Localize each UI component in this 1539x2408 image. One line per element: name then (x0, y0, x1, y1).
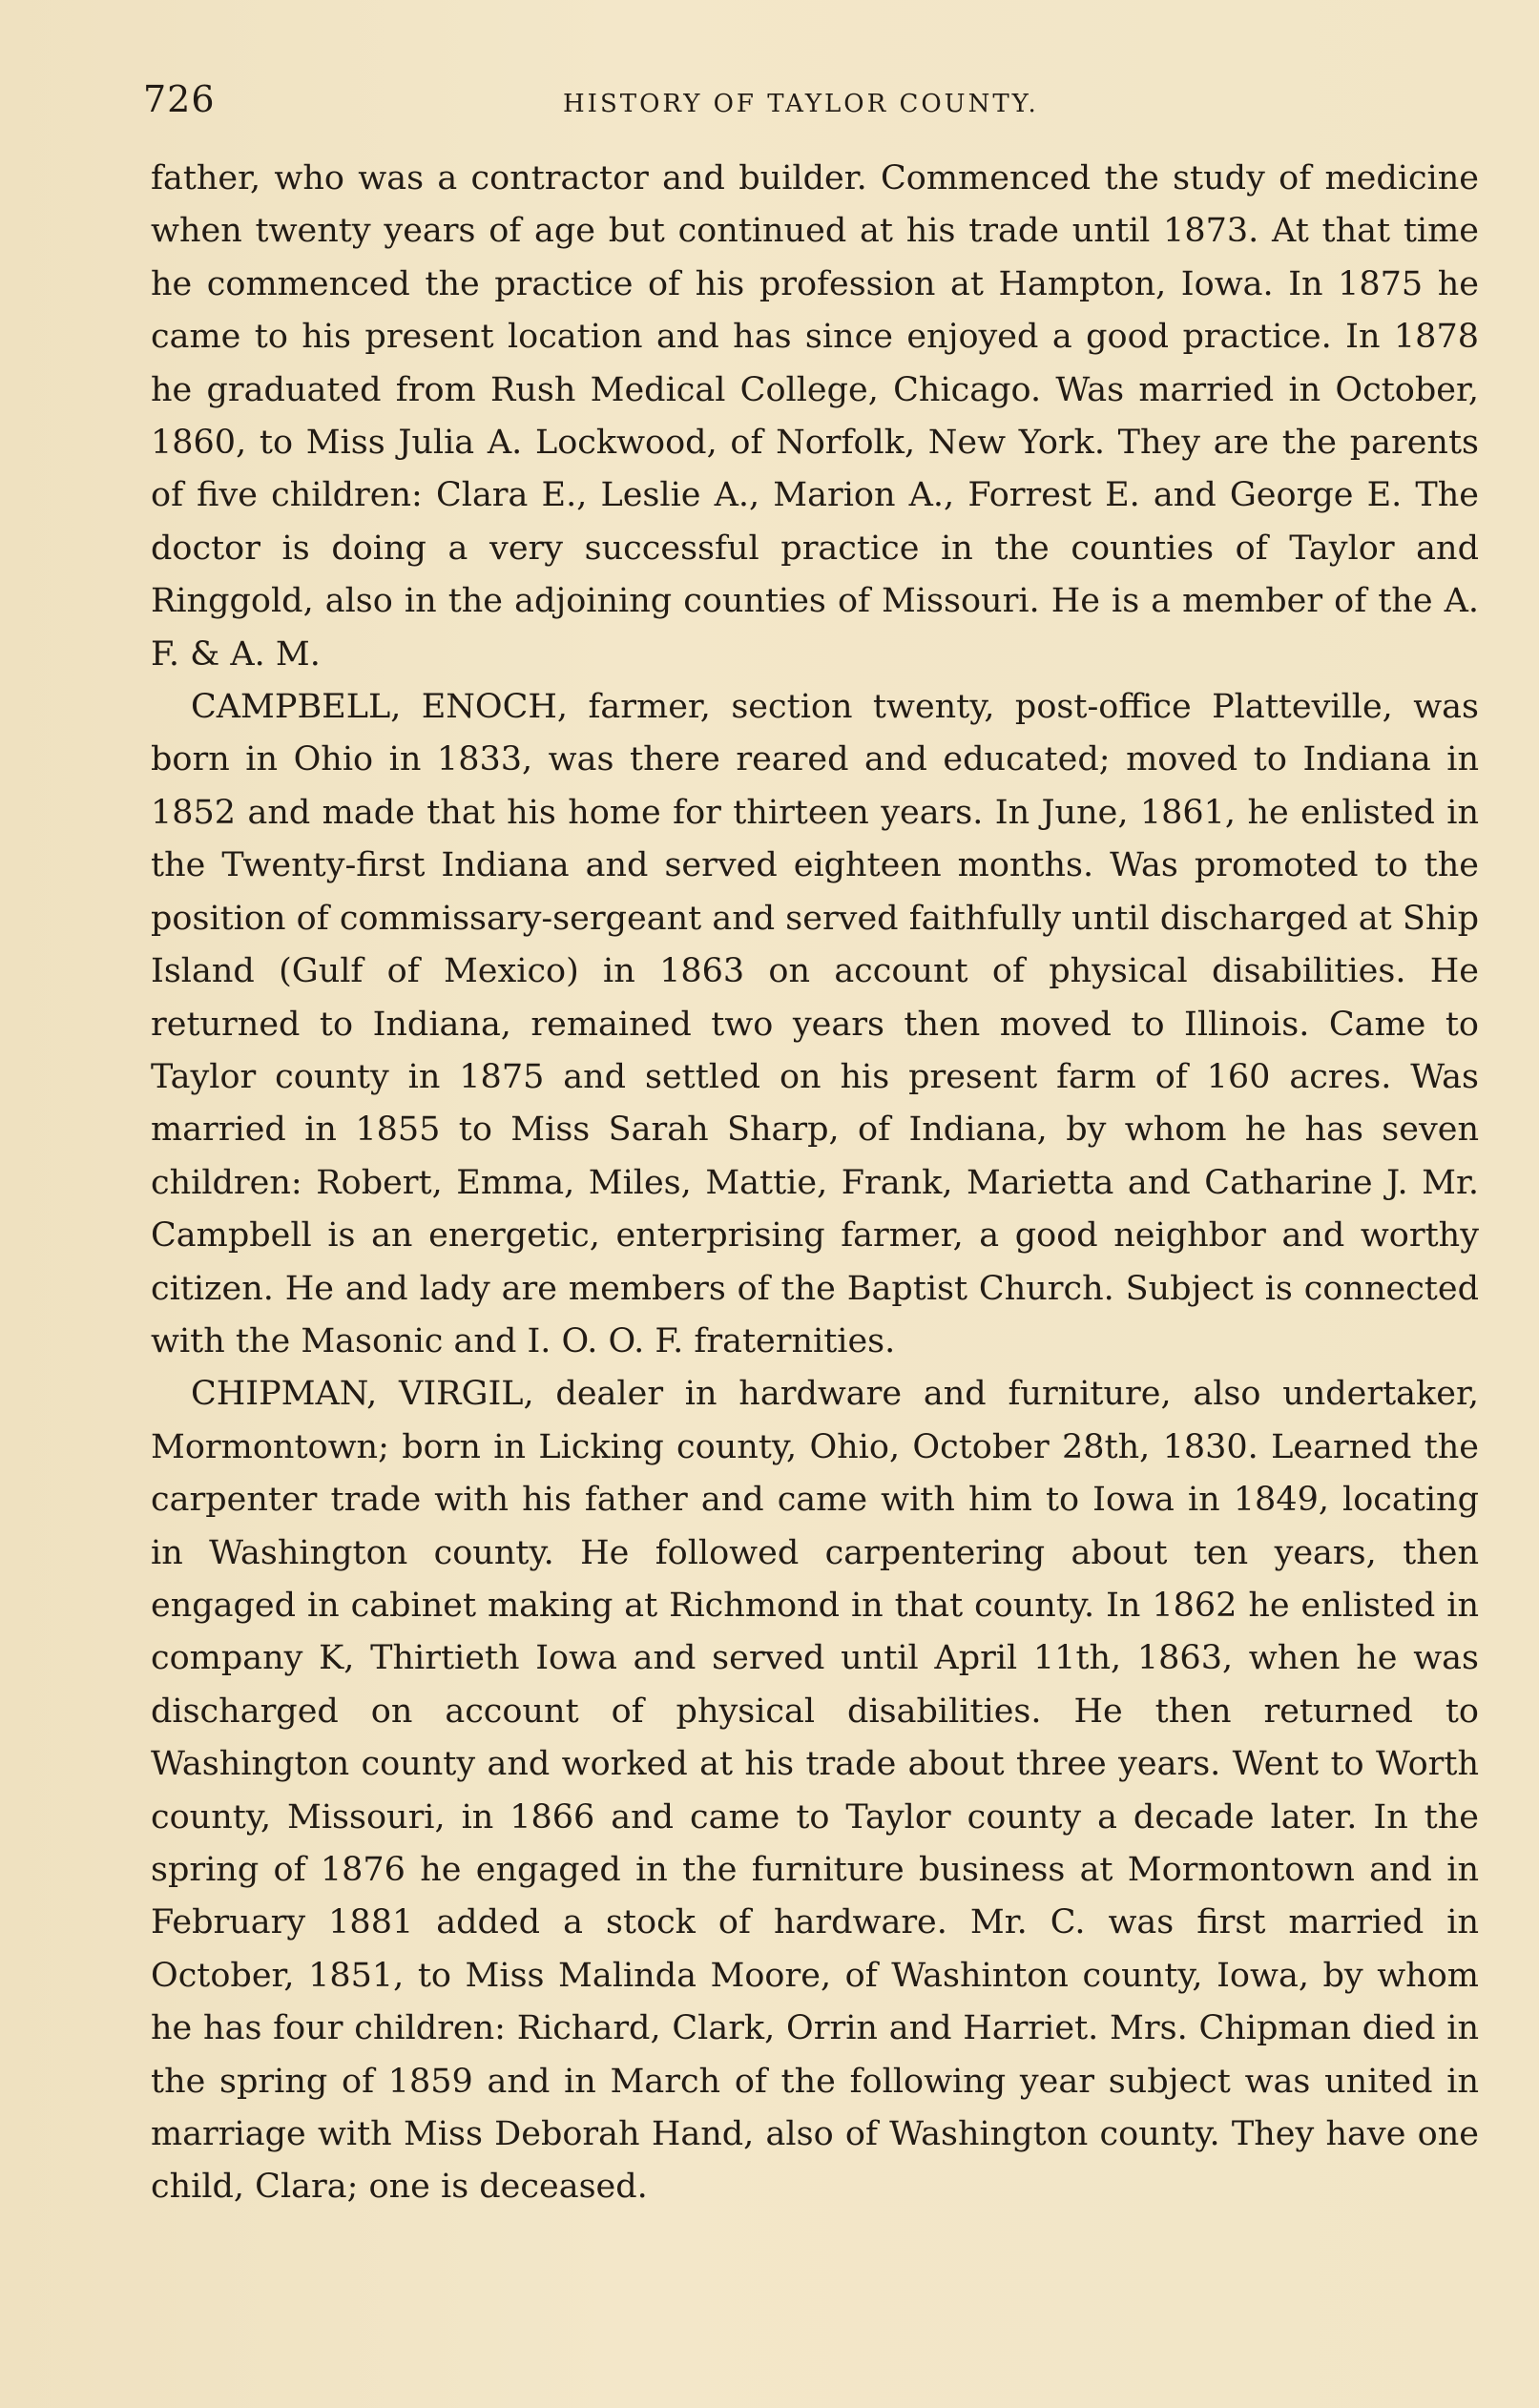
body-text (151, 153, 1479, 2214)
paragraph-continuation: father, who was a contractor and builder. Commenced the study of medicine when twenty years of age but continued at his trade until 1873. At that time he commenced the practice of his profession at Hampton, Iowa. In 1875 he came to his present location and has since enjoyed a good practice. In 1878 he graduated from Rush Medical College, Chicago. Was married in October, 1860, to Miss Julia A. Lockwood, of Norfolk, New York. They are the parents of five children: Clara E., Leslie A., Marion A., Forrest E. and George E. The doctor is doing a very successful practice in the counties of Taylor and Ringgold, also in the adjoining counties of Missouri. He is a member of the A. F. & A. M. (151, 159, 1479, 674)
entry-campbell: CAMPBELL, ENOCH, farmer, section twenty, post-office Platteville, was born in Ohio in 1833, was there reared and educated; moved to Indiana in 1852 and made that his home for thirteen years. In June, 1861, he enlisted in the Twenty-first Indiana and served eighteen months. Was promoted to the position of commissary-sergeant and served faithfully until discharged at Ship Island (Gulf of Mexico) in 1863 on account of physical disabilities. He returned to Indiana, remained two years then moved to Illinois. Came to Taylor county in 1875 and settled on his present farm of 160 acres. Was married in 1855 to Miss Sarah Sharp, of Indiana, by whom he has seven children: Robert, Emma, Miles, Mattie, Frank, Marietta and Catharine J. Mr. Campbell is an energetic, enterprising farmer, a good neighbor and worthy citizen. He and lady are members of the Baptist Church. Subject is connected with the Masonic and I. O. O. F. fraternities. (151, 688, 1479, 1360)
running-head: HISTORY OF TAYLOR COUNTY. (563, 90, 1039, 118)
page-number: 726 (143, 78, 216, 120)
page-header (143, 78, 1479, 135)
entry-chipman: CHIPMAN, VIRGIL, dealer in hardware and furniture, also undertaker, Mormontown; born in Licking county, Ohio, October 28th, 1830. Learned the carpenter trade with his father and came with him to Iowa in 1849, locating in Washington county. He followed carpentering about ten years, then engaged in cabinet making at Richmond in that county. In 1862 he enlisted in company K, Thirtieth Iowa and served until April 11th, 1863, when he was discharged on account of physical disabilities. He then returned to Washington county and worked at his trade about three years. Went to Worth county, Missouri, in 1866 and came to Taylor county a decade later. In the spring of 1876 he engaged in the furniture business at Mormontown and in February 1881 added a stock of hardware. Mr. C. was first married in October, 1851, to Miss Malinda Moore, of Washinton county, Iowa, by whom he has four children: Richard, Clark, Orrin and Harriet. Mrs. Chipman died in the spring of 1859 and in March of the following year subject was united in marriage with Miss Deborah Hand, also of Washington county. They have one child, Clara; one is deceased. (151, 1375, 1479, 2207)
